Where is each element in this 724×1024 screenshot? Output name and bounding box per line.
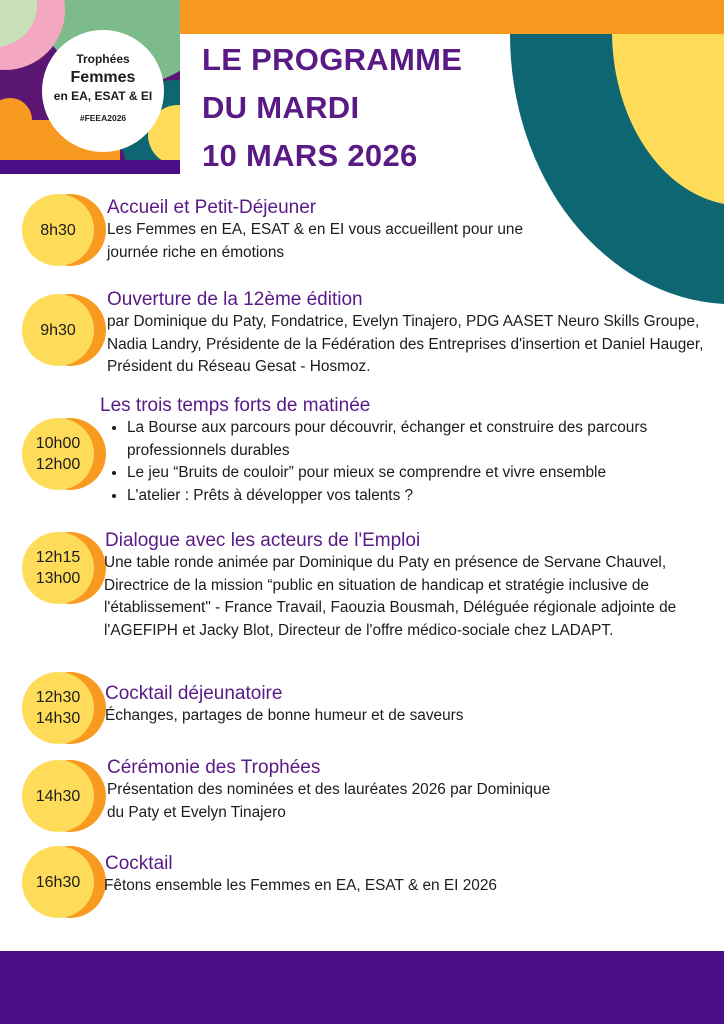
schedule-item-title: Cocktail: [105, 853, 173, 874]
badge-line2: Femmes: [70, 69, 136, 86]
schedule-item-body: par Dominique du Paty, Fondatrice, Evelyn Tinajero, PDG AASET Neuro Skills Groupe, Nadia Landry, Présidente de la Fédération des Entreprises d'insertion et Daniel Hauger, Président du Réseau Gesat - Hosmoz.: [107, 313, 704, 375]
trophees-badge: [42, 30, 164, 152]
schedule-item-body: Une table ronde animée par Dominique du Paty en présence de Servane Chauvel, Directrice de la mission “public en situation de handicap et stratégie inclusive de l'établissement" - France Travail, Faouzia Bousmah, Déléguée régionale adjointe de l'AGEFIPH et Jacky Blot, Directeur de l'offre médico-sociale chez LADAPT.: [104, 554, 677, 639]
time-text: 14h30: [35, 787, 81, 805]
title-line3: 10 MARS 2026: [202, 138, 418, 173]
schedule-item-title: Cérémonie des Trophées: [107, 757, 321, 778]
schedule-item-bullets: [107, 417, 722, 507]
schedule-item-title: Les trois temps forts de matinée: [100, 395, 371, 416]
bullet-item: • L'atelier : Prêts à développer vos talents ?: [127, 485, 722, 508]
badge-line1: Trophées: [76, 52, 130, 66]
schedule-item-body: Présentation des nominées et des lauréates 2026 par Dominique du Paty et Evelyn Tinajero: [107, 781, 551, 821]
time-text: 14h30: [35, 710, 81, 727]
time-text: 12h15: [35, 549, 81, 566]
schedule-item-body: Échanges, partages de bonne humeur et de saveurs: [105, 707, 464, 724]
top-orange-bar: [180, 0, 724, 34]
schedule-item-title: Ouverture de la 12ème édition: [107, 289, 363, 310]
schedule-item-body: Fêtons ensemble les Femmes en EA, ESAT & en EI 2026: [104, 877, 497, 894]
badge-hashtag: #FEEA2026: [79, 113, 127, 123]
time-text: 8h30: [40, 221, 76, 239]
page-title: [202, 36, 462, 180]
schedule-item-title: Cocktail déjeunatoire: [105, 683, 283, 704]
title-line1: LE PROGRAMME: [202, 42, 463, 77]
schedule-item-body: Les Femmes en EA, ESAT & en EI vous accueillent pour une journée riche en émotions: [107, 221, 524, 261]
time-text: 16h30: [35, 873, 81, 891]
time-text: 13h00: [35, 570, 81, 587]
logo-purple-bar: [0, 160, 180, 174]
time-text: 10h00: [35, 435, 81, 452]
title-line2: DU MARDI: [202, 90, 360, 125]
time-text: 9h30: [40, 321, 76, 339]
time-text: 12h00: [35, 456, 81, 473]
schedule-item-title: Accueil et Petit-Déjeuner: [107, 197, 317, 218]
bullet-item: • Le jeu “Bruits de couloir” pour mieux se comprendre et vivre ensemble: [127, 462, 722, 485]
badge-line3: en EA, ESAT & EI: [53, 89, 153, 103]
schedule-item-title: Dialogue avec les acteurs de l'Emploi: [105, 530, 421, 551]
time-text: 12h30: [35, 689, 81, 706]
footer-bar: [0, 951, 724, 1024]
logo-block: [0, 0, 180, 160]
bullet-item: • La Bourse aux parcours pour découvrir, échanger et construire des parcours professionnels durables: [127, 417, 722, 462]
